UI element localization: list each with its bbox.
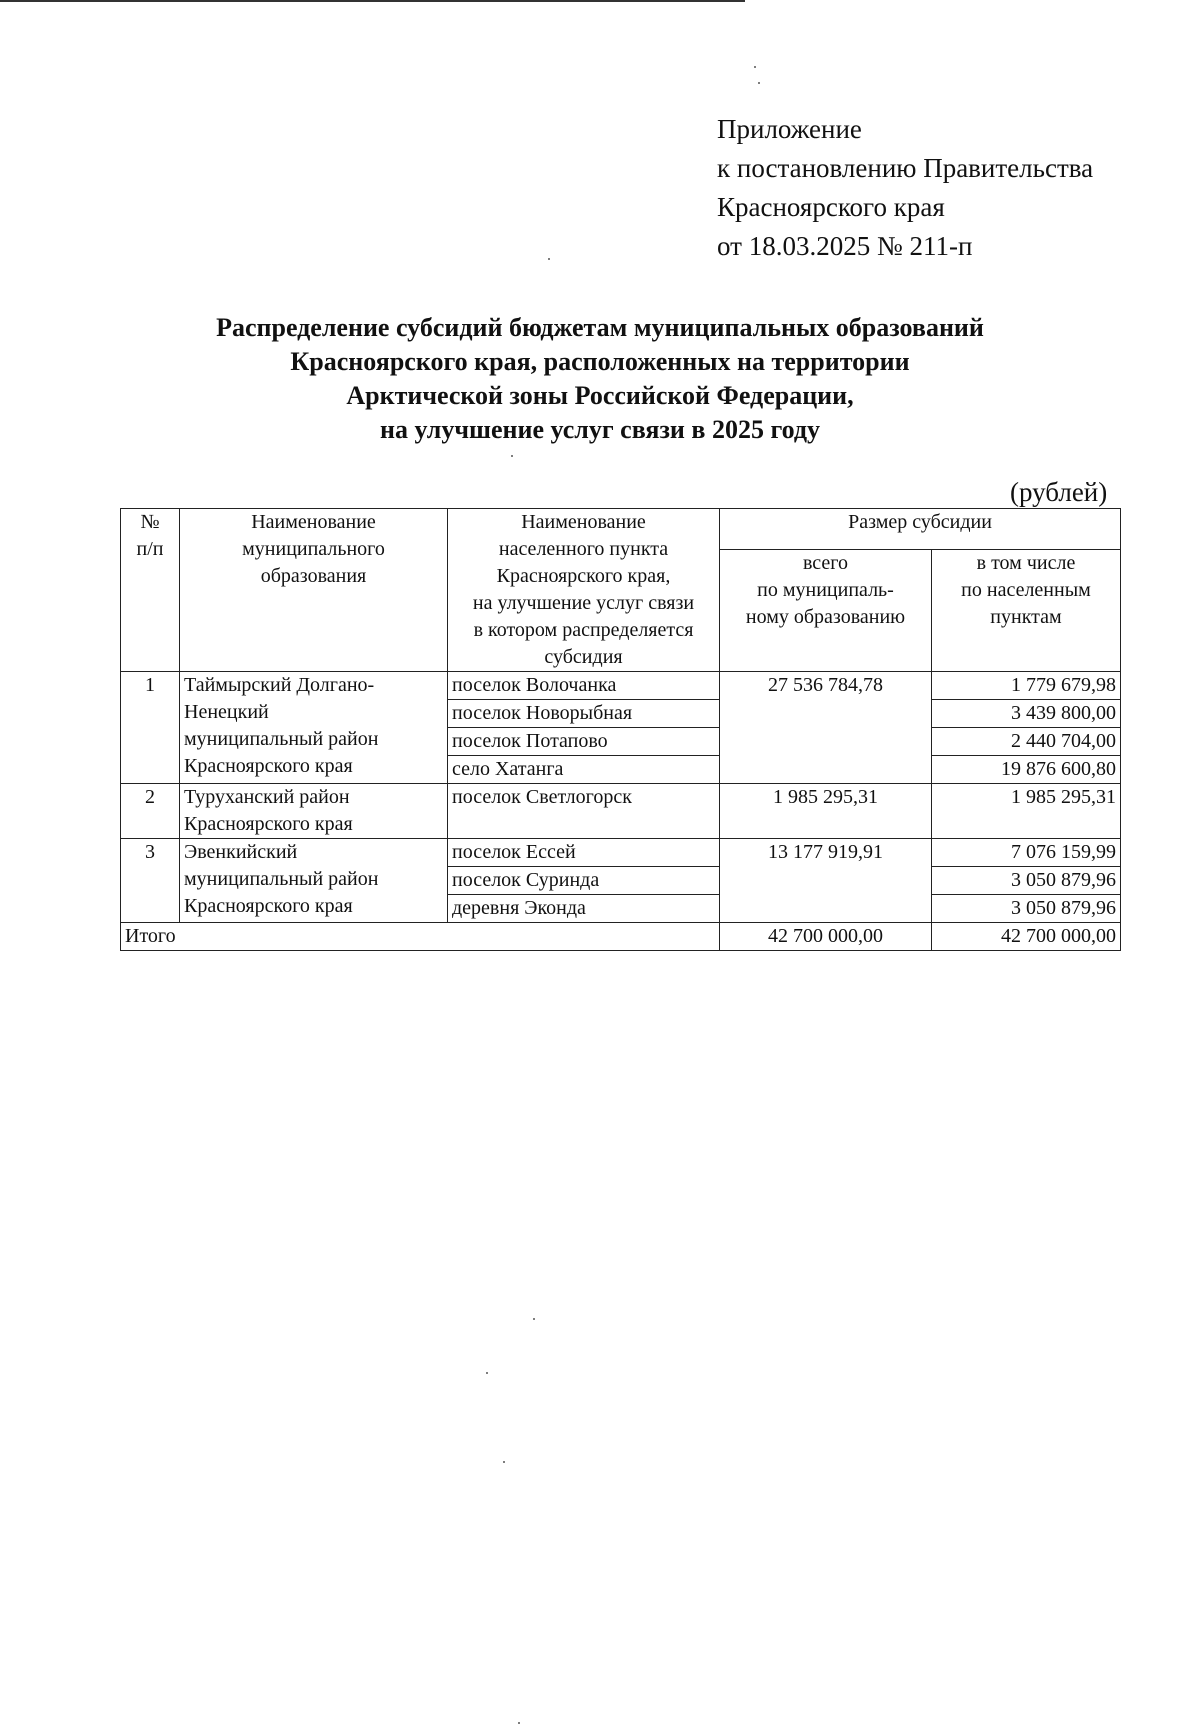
- scan-speck: [503, 1461, 505, 1463]
- appendix-block: [717, 110, 1093, 266]
- title-line: Распределение субсидий бюджетам муниципальных образований: [216, 313, 984, 342]
- municipality-name: [180, 672, 448, 784]
- municipality-line: Таймырский Долгано-: [184, 674, 375, 696]
- total-label: Итого: [121, 923, 720, 951]
- title-line: Красноярского края, расположенных на территории: [290, 347, 910, 376]
- header-num: [121, 509, 180, 672]
- municipality-line: Красноярского края: [184, 813, 353, 835]
- title-line: на улучшение услуг связи в 2025 году: [379, 415, 821, 444]
- settlement-amount: 1 985 295,31: [932, 784, 1121, 839]
- settlement-name: поселок Потапово: [448, 728, 720, 756]
- header-text: населенного пункта: [498, 538, 669, 560]
- grand-total: 42 700 000,00: [720, 923, 932, 951]
- header-total: [720, 550, 932, 672]
- settlement-amount: 7 076 159,99: [932, 839, 1121, 867]
- header-settlement: [448, 509, 720, 672]
- settlement-amount: 3 050 879,96: [932, 867, 1121, 895]
- scan-speck: [533, 1318, 535, 1320]
- title-line: Арктической зоны Российской Федерации,: [346, 381, 854, 410]
- settlement-name: поселок Волочанка: [448, 672, 720, 700]
- header-text: по населенным: [961, 579, 1091, 602]
- municipality-name: [180, 839, 448, 923]
- appendix-line: к постановлению Правительства: [717, 153, 1094, 183]
- header-row: [121, 509, 1121, 550]
- settlement-name: село Хатанга: [448, 756, 720, 784]
- header-text: пунктам: [990, 606, 1062, 629]
- header-text: в котором распределяется: [473, 619, 694, 641]
- grand-total-incl: 42 700 000,00: [932, 923, 1121, 951]
- header-text: по муниципаль-: [757, 579, 894, 602]
- scan-speck: [758, 82, 760, 84]
- row-num: 2: [121, 784, 180, 839]
- header-text: п/п: [136, 538, 164, 560]
- header-text: в том числе: [976, 552, 1076, 575]
- header-subsidy: Размер субсидии: [720, 509, 1121, 550]
- settlement-amount: 1 779 679,98: [932, 672, 1121, 700]
- header-text: на улучшение услуг связи: [472, 592, 695, 614]
- subsidy-table: [120, 508, 1121, 951]
- scan-speck: [518, 1722, 520, 1724]
- municipality-line: Красноярского края: [184, 895, 353, 917]
- settlement-name: деревня Эконда: [448, 895, 720, 923]
- header-text: Наименование: [521, 511, 646, 533]
- scan-speck: [511, 455, 513, 457]
- scan-speck: [754, 66, 756, 68]
- municipality-line: Туруханский район: [184, 786, 350, 808]
- header-municipality: [180, 509, 448, 672]
- header-text: №: [140, 511, 160, 533]
- header-text: ному образованию: [745, 606, 906, 629]
- municipality-total: 1 985 295,31: [720, 784, 932, 839]
- header-text: муниципального: [242, 538, 385, 560]
- appendix-line: Красноярского края: [717, 192, 945, 222]
- total-row: [121, 923, 1121, 951]
- header-text: Наименование: [251, 511, 376, 533]
- settlement-name: поселок Ессей: [448, 839, 720, 867]
- appendix-line: Приложение: [717, 114, 862, 144]
- settlement-amount: 3 050 879,96: [932, 895, 1121, 923]
- settlement-amount: 19 876 600,80: [932, 756, 1121, 784]
- municipality-total: 27 536 784,78: [720, 672, 932, 784]
- municipality-line: Красноярского края: [184, 755, 353, 777]
- table-row: [121, 784, 1121, 839]
- municipality-line: муниципальный район: [184, 868, 379, 890]
- municipality-line: Ненецкий: [184, 701, 269, 723]
- municipality-line: муниципальный район: [184, 728, 379, 750]
- settlement-name: поселок Суринда: [448, 867, 720, 895]
- municipality-name: [180, 784, 448, 839]
- scan-speck: [486, 1372, 488, 1374]
- document-title: [0, 311, 1200, 447]
- header-incl: [932, 550, 1121, 672]
- row-num: 1: [121, 672, 180, 784]
- header-text: всего: [802, 552, 849, 575]
- header-text: образования: [260, 565, 367, 587]
- top-scan-rule: [0, 0, 745, 2]
- header-text: субсидия: [544, 646, 623, 668]
- table-row: [121, 839, 1121, 867]
- settlement-amount: 2 440 704,00: [932, 728, 1121, 756]
- municipality-total: 13 177 919,91: [720, 839, 932, 923]
- units-label: (рублей): [1010, 477, 1108, 507]
- municipality-line: Эвенкийский: [184, 841, 298, 863]
- header-text: Красноярского края,: [496, 565, 671, 587]
- appendix-line: от 18.03.2025 № 211-п: [717, 231, 973, 261]
- row-num: 3: [121, 839, 180, 923]
- scan-speck: [548, 258, 550, 260]
- settlement-amount: 3 439 800,00: [932, 700, 1121, 728]
- table-row: [121, 672, 1121, 700]
- settlement-name: поселок Новорыбная: [448, 700, 720, 728]
- settlement-name: поселок Светлогорск: [448, 784, 720, 839]
